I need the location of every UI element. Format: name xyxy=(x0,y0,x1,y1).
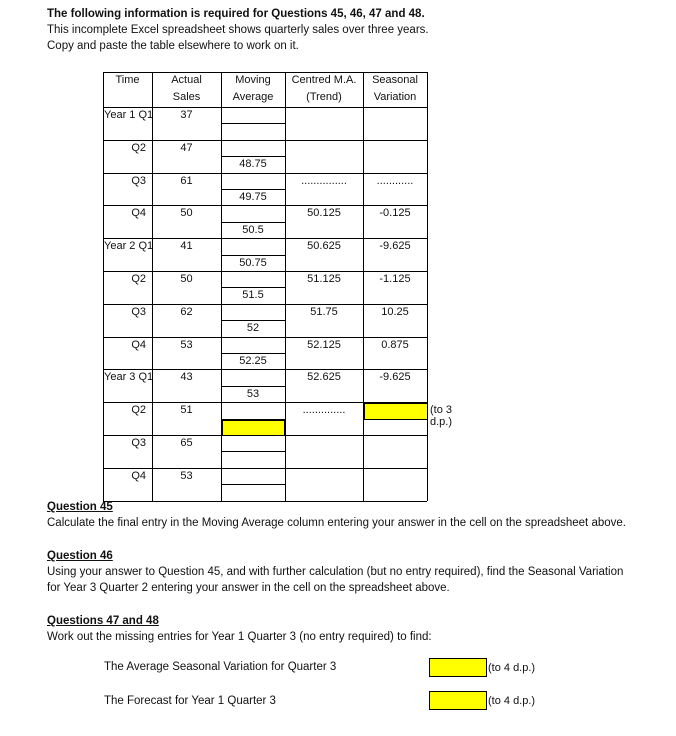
sales-cell: 41 xyxy=(180,240,193,253)
intro-heading: The following information is required for Questions 45, 46, 47 and 48. xyxy=(47,8,425,20)
moving-average-cell: 48.75 xyxy=(239,158,267,171)
moving-average-border xyxy=(221,222,285,223)
trend-cell: 50.125 xyxy=(307,207,341,220)
time-cell: Q4 xyxy=(131,469,146,482)
questions-47-48-title: Questions 47 and 48 xyxy=(47,615,159,627)
variation-cell: -9.625 xyxy=(379,371,411,384)
moving-average-cell: 49.75 xyxy=(239,191,267,203)
header-seasonal: Seasonal xyxy=(372,74,418,86)
variation-cell: -0.125 xyxy=(379,207,411,220)
time-cell: Year 2 Q1 xyxy=(104,240,154,253)
time-cell: Q3 xyxy=(131,305,146,318)
time-cell: Year 3 Q1 xyxy=(104,371,154,384)
q46-seasonal-variation-answer-cell[interactable] xyxy=(364,403,428,419)
q48-answer-cell[interactable] xyxy=(429,691,487,710)
sales-cell: 61 xyxy=(180,174,193,187)
sales-cell: 50 xyxy=(180,207,193,220)
variation-cell: -1.125 xyxy=(379,273,411,285)
time-cell: Q3 xyxy=(131,174,146,187)
sales-cell: 65 xyxy=(180,437,193,449)
trend-cell: 50.625 xyxy=(307,240,341,253)
variation-cell: 0.875 xyxy=(381,338,409,351)
q47-label: The Average Seasonal Variation for Quarter 3 xyxy=(104,661,337,673)
variation-cell: -9.625 xyxy=(379,240,411,253)
trend-cell: ............... xyxy=(301,174,347,187)
q48-label: The Forecast for Year 1 Quarter 3 xyxy=(104,695,276,707)
moving-average-border xyxy=(221,386,285,387)
sales-cell: 62 xyxy=(180,305,193,318)
moving-average-border xyxy=(221,287,285,288)
question-46-title: Question 46 xyxy=(47,550,113,562)
trend-cell: .............. xyxy=(302,404,346,417)
column-border xyxy=(363,72,364,501)
moving-average-cell: 50.75 xyxy=(239,256,267,269)
header-variation: Variation xyxy=(373,91,417,103)
question-45-title: Question 45 xyxy=(47,501,113,513)
sales-cell: 37 xyxy=(180,109,193,121)
moving-average-border xyxy=(221,320,285,321)
variation-cell: ............ xyxy=(376,174,414,187)
sales-cell: 53 xyxy=(180,469,193,482)
header-trend: (Trend) xyxy=(306,91,342,103)
row-border xyxy=(103,337,427,338)
time-cell: Q4 xyxy=(131,338,146,351)
row-border xyxy=(103,107,427,108)
intro-line1: This incomplete Excel spreadsheet shows quarterly sales over three years. xyxy=(47,24,429,36)
row-border xyxy=(103,369,427,370)
sales-cell: 53 xyxy=(180,338,193,351)
moving-average-border xyxy=(221,189,285,190)
moving-average-border xyxy=(221,484,285,485)
header-sales: Sales xyxy=(172,91,201,103)
trend-cell: 51.125 xyxy=(307,273,341,285)
moving-average-border xyxy=(221,353,285,354)
moving-average-border xyxy=(221,123,285,124)
header-moving: Moving xyxy=(235,74,271,86)
row-border xyxy=(103,468,427,469)
moving-average-cell: 51.5 xyxy=(242,289,264,302)
column-border xyxy=(427,72,428,501)
row-border xyxy=(103,238,427,239)
question-46-text-1: Using your answer to Question 45, and with further calculation (but no entry required), find the Seasonal Variation xyxy=(47,566,624,578)
question-46 xyxy=(47,548,623,596)
sales-cell: 51 xyxy=(180,404,193,417)
question-45 xyxy=(47,499,626,531)
row-border xyxy=(103,173,427,174)
trend-cell: 52.125 xyxy=(307,338,341,351)
intro xyxy=(47,6,429,54)
moving-average-cell: 52.25 xyxy=(239,355,267,367)
row-border xyxy=(103,271,427,272)
sales-cell: 47 xyxy=(180,141,193,154)
time-cell: Q3 xyxy=(131,437,146,449)
column-border xyxy=(221,72,222,501)
row-border xyxy=(103,205,427,206)
header-time: Time xyxy=(115,74,140,86)
moving-average-cell: 52 xyxy=(246,322,260,335)
column-border xyxy=(285,72,286,501)
moving-average-border xyxy=(221,156,285,157)
sales-cell: 50 xyxy=(180,273,193,285)
row-border xyxy=(103,140,427,141)
variation-cell: 10.25 xyxy=(381,305,409,318)
questions-47-48 xyxy=(47,613,432,645)
intro-line2: Copy and paste the table elsewhere to work on it. xyxy=(47,40,299,52)
table-top-border xyxy=(103,72,427,73)
time-cell: Q2 xyxy=(131,273,146,285)
time-cell: Q2 xyxy=(131,141,146,154)
time-cell: Q2 xyxy=(131,404,146,417)
moving-average-border xyxy=(221,451,285,452)
moving-average-border xyxy=(221,255,285,256)
q47-answer-cell[interactable] xyxy=(429,658,487,677)
header-actual: Actual xyxy=(171,74,202,86)
question-45-text: Calculate the final entry in the Moving Average column entering your answer in the cell on the spreadsheet above. xyxy=(47,517,626,529)
sales-cell: 43 xyxy=(180,371,193,384)
header-centred: Centred M.A. xyxy=(291,74,357,86)
questions-47-48-text: Work out the missing entries for Year 1 Quarter 3 (no entry required) to find: xyxy=(47,631,432,643)
moving-average-cell: 53 xyxy=(246,387,260,400)
variation-precision-note: (to 3 d.p.) xyxy=(430,404,453,429)
trend-cell: 52.625 xyxy=(307,371,341,384)
time-cell: Q4 xyxy=(131,207,146,220)
header-average: Average xyxy=(232,91,274,103)
q45-moving-average-answer-cell[interactable] xyxy=(222,420,285,436)
q48-precision-note: (to 4 d.p.) xyxy=(488,695,536,707)
trend-cell: 51.75 xyxy=(310,305,338,318)
q47-precision-note: (to 4 d.p.) xyxy=(488,662,536,674)
row-border xyxy=(103,304,427,305)
time-cell: Year 1 Q1 xyxy=(104,109,154,121)
moving-average-cell: 50.5 xyxy=(242,223,264,236)
question-46-text-2: for Year 3 Quarter 2 entering your answer in the cell on the spreadsheet above. xyxy=(47,582,450,594)
